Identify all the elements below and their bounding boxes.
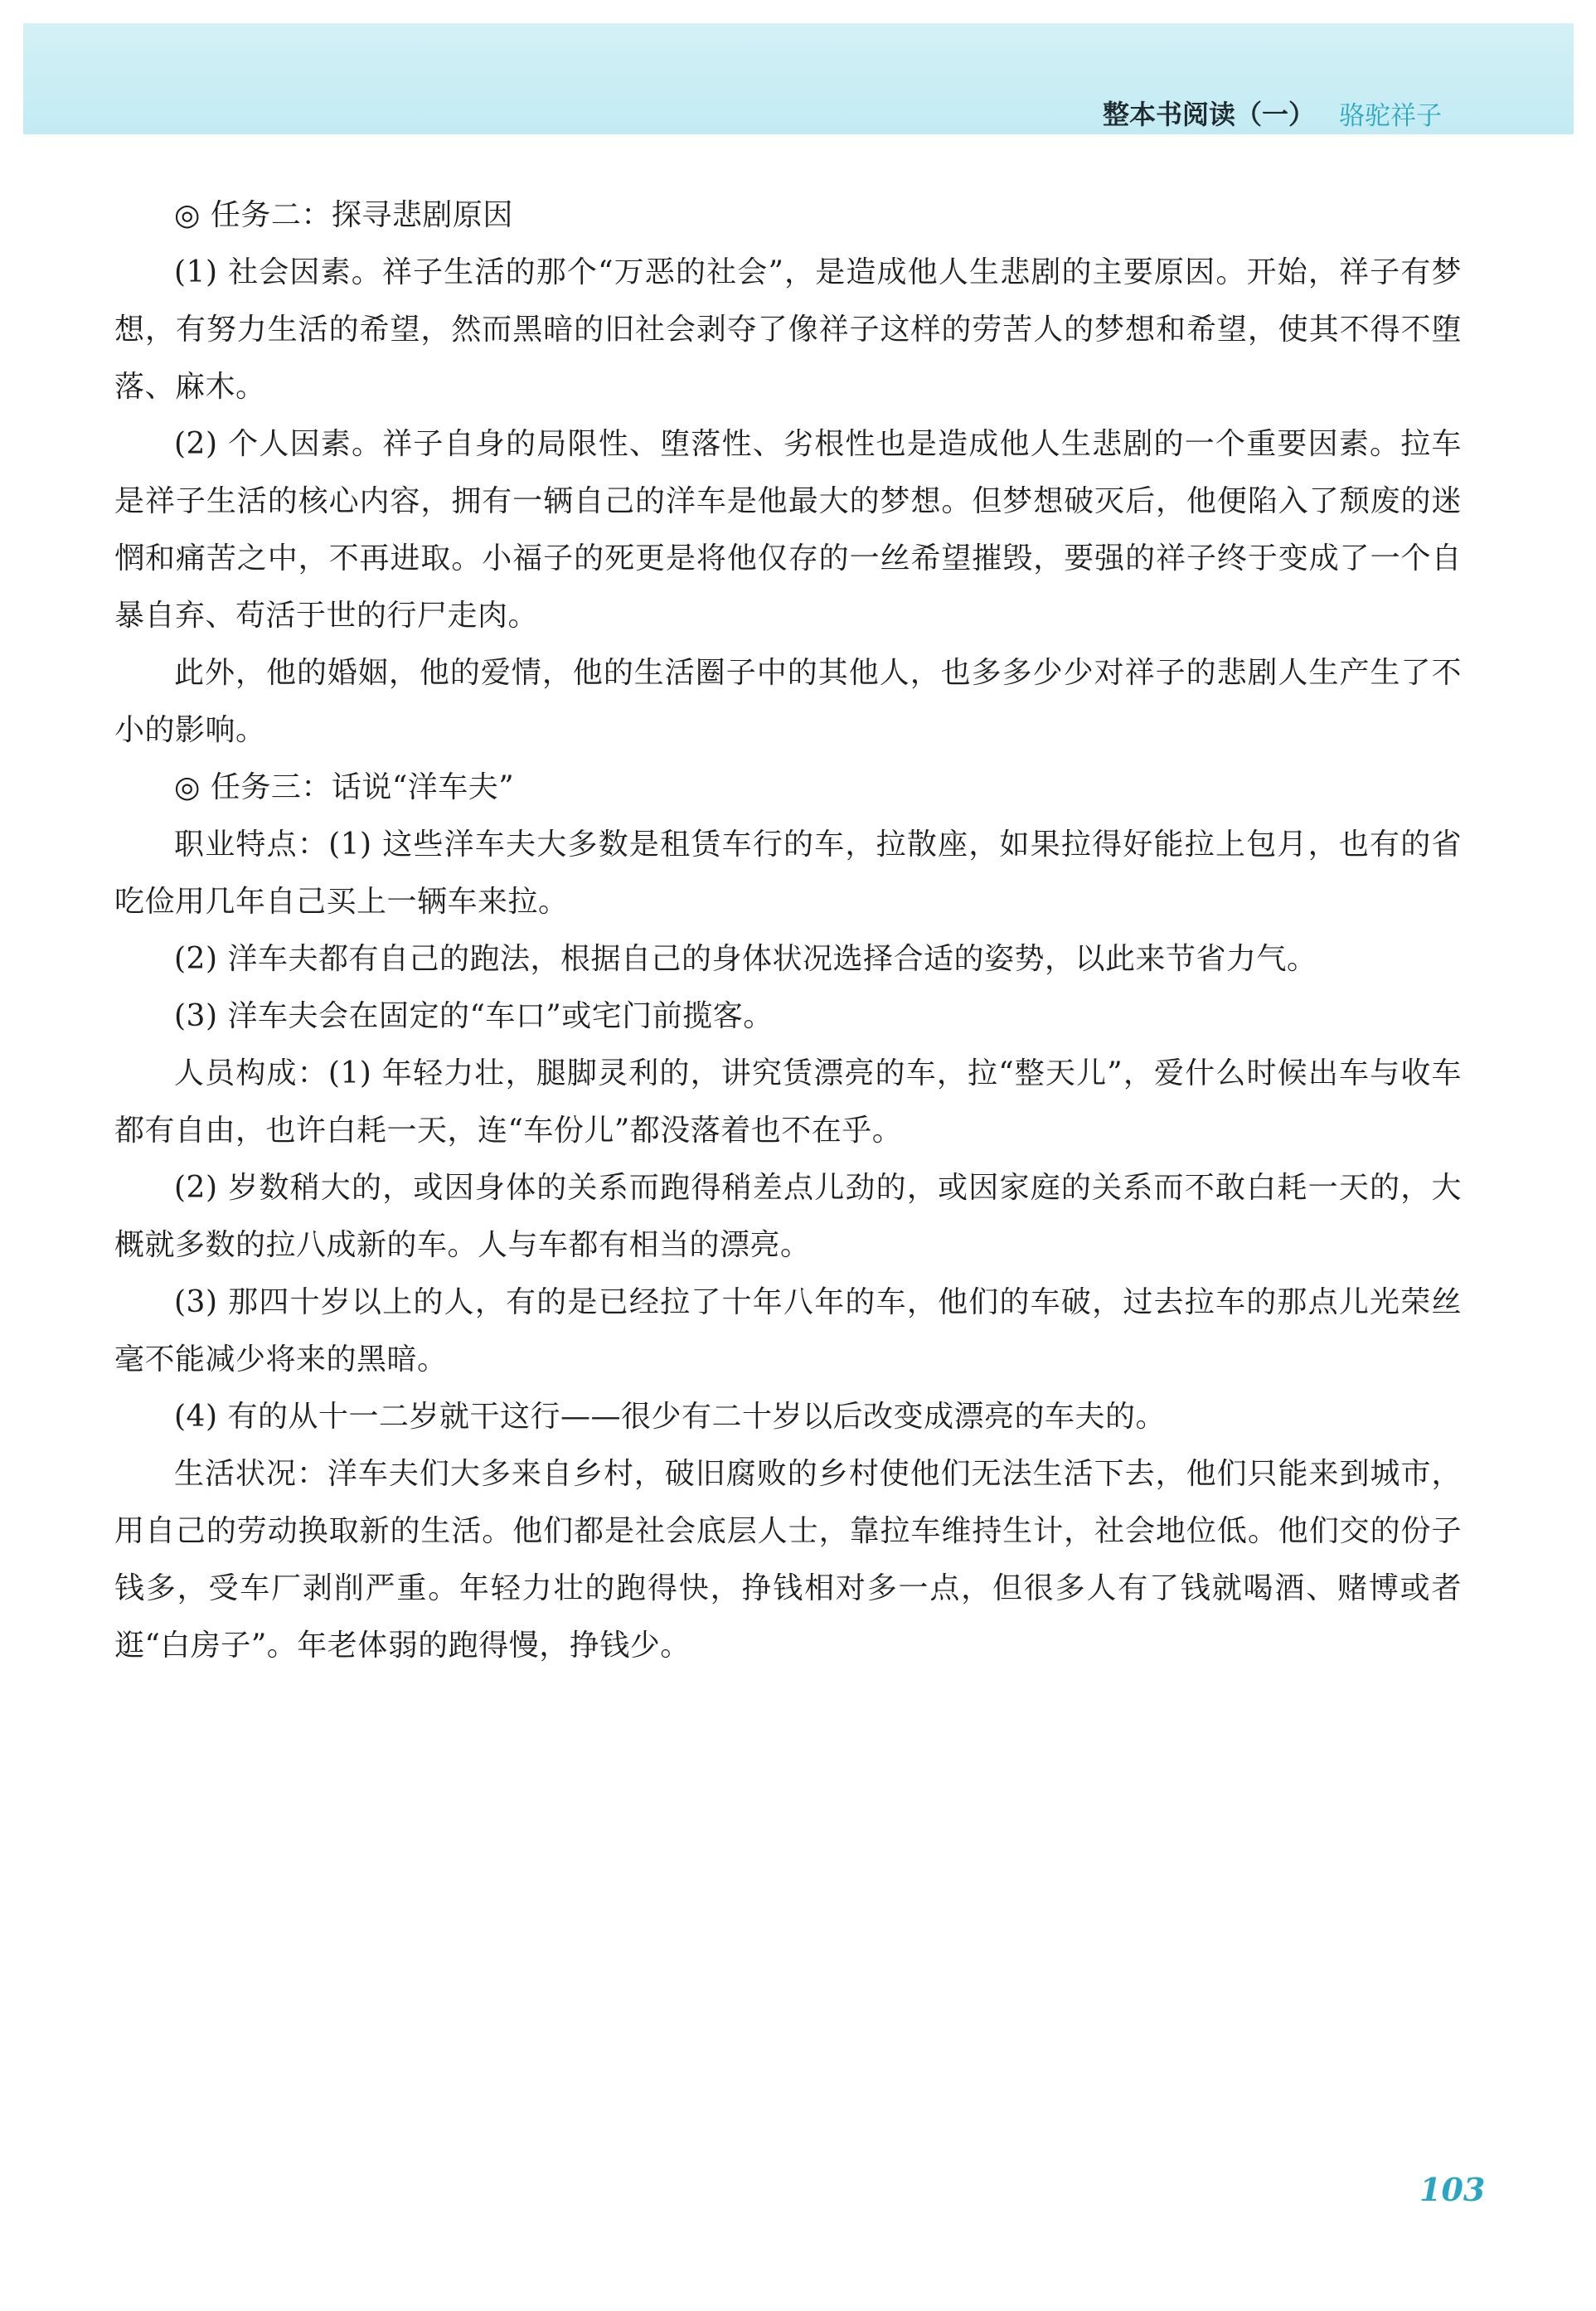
paragraph-social-factors: (1) 社会因素。祥子生活的那个“万恶的社会”，是造成他人生悲剧的主要原因。开始，祥子有梦想，有努力生活的希望，然而黑暗的旧社会剥夺了像祥子这样的劳苦人的梦想和希望，使其不得不堕落、麻木。	[114, 255, 1462, 404]
paragraph-living-conditions: 生活状况：洋车夫们大多来自乡村，破旧腐败的乡村使他们无法生活下去，他们只能来到城市，用自己的劳动换取新的生活。他们都是社会底层人士，靠拉车维持生计，社会地位低。他们交的份子钱多，受车厂剥削严重。年轻力壮的跑得快，挣钱相对多一点，但很多人有了钱就喝酒、赌博或者逛“白房子”。年老体弱的跑得慢，挣钱少。	[114, 1457, 1462, 1663]
paragraph-other-factors: 此外，他的婚姻，他的爱情，他的生活圈子中的其他人，也多多少少对祥子的悲剧人生产生了不小的影响。	[114, 656, 1462, 747]
task-two-heading: ◎ 任务二：探寻悲剧原因	[174, 198, 513, 232]
main-content	[114, 187, 1462, 1674]
paragraph-job-feature-3: (3) 洋车夫会在固定的“车口”或宅门前揽客。	[174, 999, 774, 1033]
paragraph-composition-3: (3) 那四十岁以上的人，有的是已经拉了十年八年的车，他们的车破，过去拉车的那点儿光荣丝毫不能减少将来的黑暗。	[114, 1285, 1462, 1376]
paragraph-composition-1: 人员构成：(1) 年轻力壮，腿脚灵利的，讲究赁漂亮的车，拉“整天儿”，爱什么时候出车与收车都有自由，也许白耗一天，连“车份儿”都没落着也不在乎。	[114, 1056, 1462, 1148]
header-subtitle: 骆驼祥子	[1339, 101, 1442, 131]
header-title: 整本书阅读（一）	[1103, 99, 1316, 130]
paragraph-job-feature-2: (2) 洋车夫都有自己的跑法，根据自己的身体状况选择合适的姿势，以此来节省力气。	[174, 942, 1317, 976]
task-three-heading: ◎ 任务三：话说“洋车夫”	[174, 770, 515, 804]
page-number: 103	[1419, 2171, 1486, 2208]
paragraph-composition-4: (4) 有的从十一二岁就干这行——很少有二十岁以后改变成漂亮的车夫的。	[174, 1400, 1166, 1434]
paragraph-personal-factors: (2) 个人因素。祥子自身的局限性、堕落性、劣根性也是造成他人生悲剧的一个重要因素。拉车是祥子生活的核心内容，拥有一辆自己的洋车是他最大的梦想。但梦想破灭后，他便陷入了颓废的迷惘和痛苦之中，不再进取。小福子的死更是将他仅存的一丝希望摧毁，要强的祥子终于变成了一个自暴自弃、苟活于世的行尸走肉。	[114, 427, 1462, 633]
paragraph-job-feature-1: 职业特点：(1) 这些洋车夫大多数是租赁车行的车，拉散座，如果拉得好能拉上包月，也有的省吃俭用几年自己买上一辆车来拉。	[114, 828, 1462, 919]
paragraph-composition-2: (2) 岁数稍大的，或因身体的关系而跑得稍差点儿劲的，或因家庭的关系而不敢白耗一天的，大概就多数的拉八成新的车。人与车都有相当的漂亮。	[114, 1171, 1462, 1262]
